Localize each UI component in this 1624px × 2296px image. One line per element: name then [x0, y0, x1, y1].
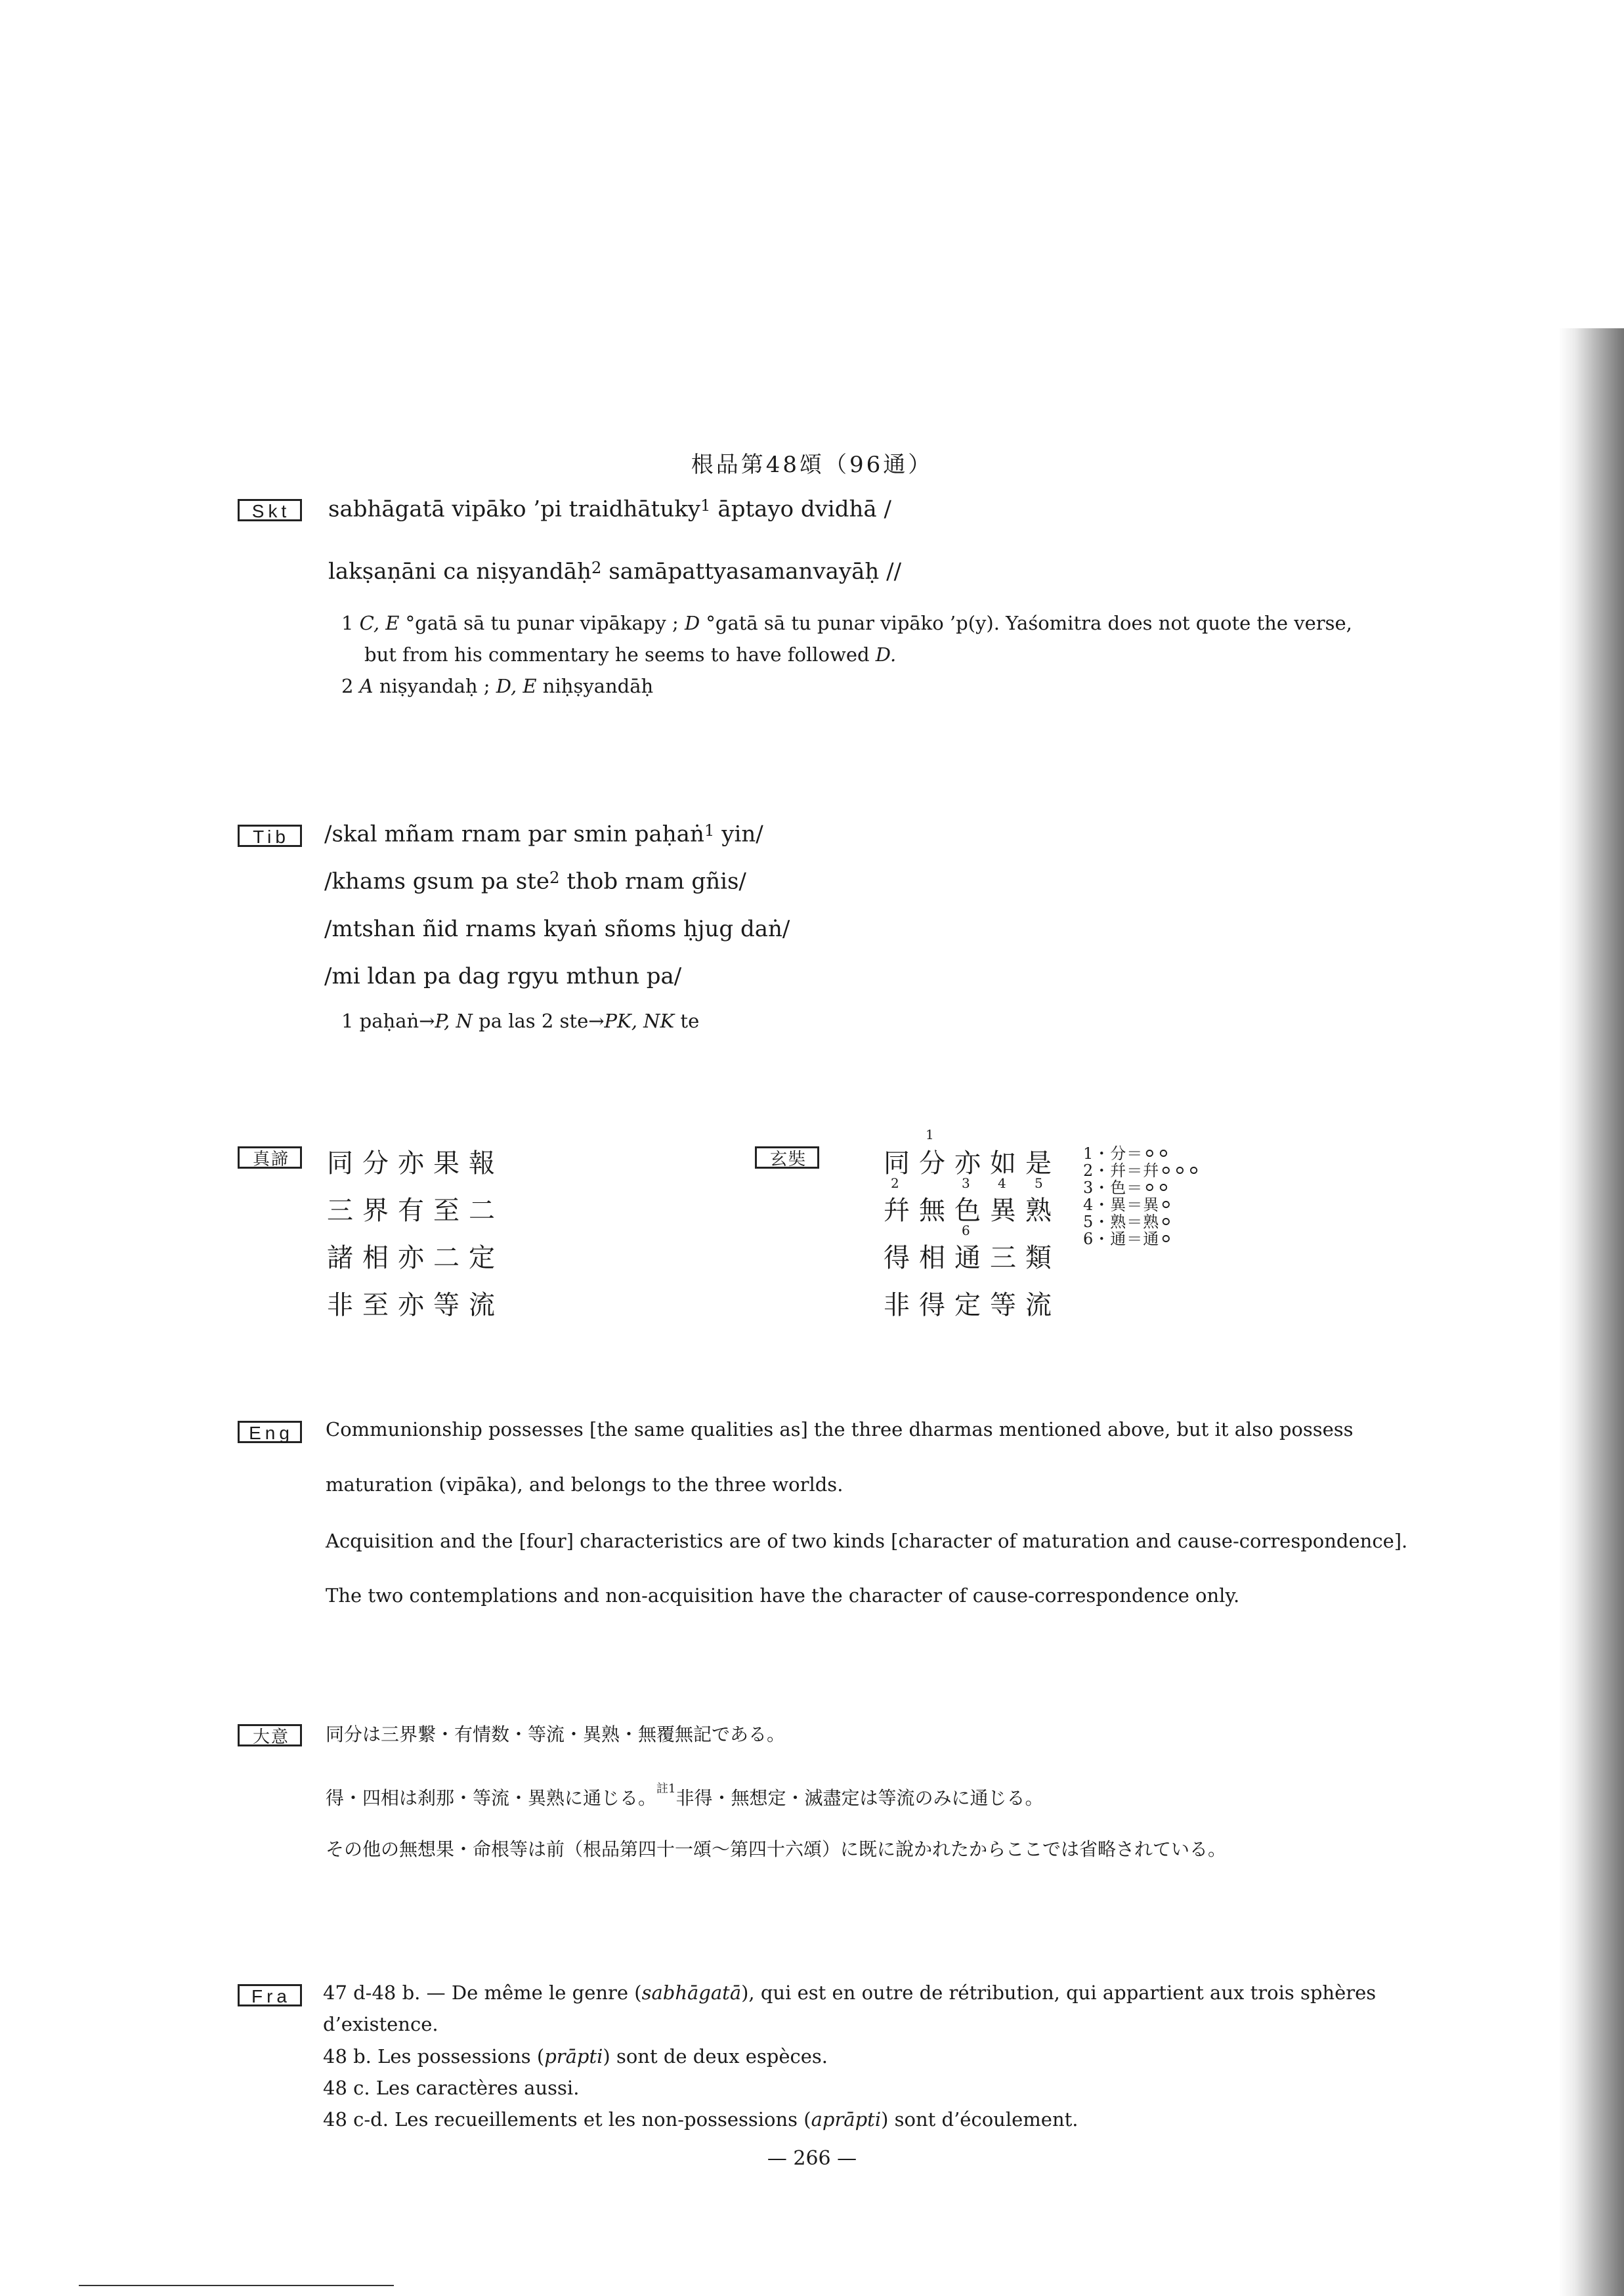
skt-tag: Skt — [238, 499, 302, 521]
variant-mark-1: 1 — [926, 1127, 934, 1142]
xuanzang-verse-line-2: 幷無色異熟 — [884, 1196, 1061, 1226]
fra-line-2: d’existence. — [323, 2013, 438, 2035]
skt-footnote-1-cont: but from his commentary he seems to have followed D. — [364, 643, 897, 666]
skt-footnote-2: 2 A niṣyandaḥ ; D, E niḥṣyandāḥ — [341, 675, 654, 697]
variant-reading-3: 3・色＝⚪︎⚪︎ — [1083, 1179, 1171, 1197]
eng-line-4: The two contemplations and non-acquisition have the character of cause-correspondence only. — [326, 1584, 1240, 1607]
tib-tag: Tib — [238, 825, 302, 847]
daii-line-2: 得・四相は刹那・等流・異熟に通じる。$^{註1}$非得・無想定・滅盡定は等流のみに通じる。 — [326, 1782, 1044, 1809]
fra-tag: Fra — [238, 1984, 302, 2006]
eng-line-1: Communionship possesses [the same qualities as] the three dharmas mentioned above, but it also possess — [326, 1418, 1354, 1440]
variant-mark-3: 3 — [962, 1175, 970, 1191]
variant-mark-4: 4 — [998, 1175, 1006, 1191]
variant-mark-6: 6 — [962, 1223, 970, 1238]
variant-readings — [1083, 1145, 1201, 1247]
tib-verse-line-3: /mtshan ñid rnams kyaṅ sñoms ḥjug daṅ/ — [324, 916, 790, 942]
skt-verse-line-1: sabhāgatā vipāko ’pi traidhātuky$^1$ āptayo dvidhā / — [328, 496, 891, 523]
eng-line-3: Acquisition and the [four] characteristics are of two kinds [character of maturation and cause-correspondence]. — [326, 1530, 1408, 1552]
variant-reading-5: 5・熟＝熟⚪︎ — [1083, 1213, 1174, 1231]
xuanzang-verse-line-3: 得相通三類 — [884, 1243, 1061, 1273]
fra-line-5: 48 c-d. Les recueillements et les non-possessions (aprāpti) sont d’écoulement. — [323, 2108, 1079, 2131]
bottom-rule — [79, 2285, 394, 2286]
skt-verse-line-2: lakṣaṇāni ca niṣyandāḥ$^2$ samāpattyasamanvayāḥ // — [328, 558, 902, 585]
daii-line-1: 同分は三界繋・有情数・等流・異熟・無覆無記である。 — [326, 1723, 786, 1745]
xuanzang-verse-line-4: 非得定等流 — [884, 1290, 1061, 1320]
fra-line-3: 48 b. Les possessions (prāpti) sont de deux espèces. — [323, 2045, 828, 2068]
page-number: — 266 — — [767, 2147, 857, 2170]
xuanzang-verse-line-1: 同分亦如是 — [884, 1148, 1061, 1179]
paramartha-verse-line-4: 非至亦等流 — [327, 1290, 504, 1320]
fra-line-4: 48 c. Les caractères aussi. — [323, 2077, 580, 2099]
tib-verse-line-2: /khams gsum pa ste$^2$ thob rnam gñis/ — [324, 868, 746, 895]
fra-line-1: 47 d-48 b. — De même le genre (sabhāgatā), qui est en outre de rétribution, qui appartient aux trois sphères — [323, 1982, 1377, 2004]
variant-reading-2: 2・幷＝幷⚪︎⚪︎⚪︎ — [1083, 1161, 1201, 1180]
variant-reading-1: 1・分＝⚪︎⚪︎ — [1083, 1144, 1171, 1163]
tib-verse-line-4: /mi ldan pa dag rgyu mthun pa/ — [324, 963, 682, 989]
paramartha-verse-line-1: 同分亦果報 — [327, 1148, 504, 1179]
tib-footnote: 1 paḥaṅ→P, N pa las 2 ste→PK, NK te — [341, 1010, 700, 1032]
page-title: 根品第48頌（96通） — [691, 452, 933, 478]
scan-shadow-edge — [1558, 328, 1624, 2296]
daii-tag: 大意 — [238, 1724, 302, 1746]
eng-line-2: maturation (vipāka), and belongs to the three worlds. — [326, 1473, 844, 1496]
eng-tag: Eng — [238, 1421, 302, 1443]
variant-mark-5: 5 — [1035, 1175, 1043, 1191]
daii-line-3: その他の無想果・命根等は前（根品第四十一頌〜第四十六頌）に既に說かれたからここでは省略されている。 — [326, 1838, 1227, 1860]
variant-mark-2: 2 — [891, 1175, 899, 1191]
variant-reading-6: 6・通＝通⚪︎ — [1083, 1230, 1174, 1248]
skt-footnote-1: 1 C, E °gatā sā tu punar vipākapy ; D °gatā sā tu punar vipāko ’p(y). Yaśomitra does not quote the verse, — [341, 612, 1352, 634]
variant-reading-4: 4・異＝異⚪︎ — [1083, 1196, 1174, 1214]
tib-verse-line-1: /skal mñam rnam par smin paḥaṅ$^1$ yin/ — [324, 821, 763, 848]
xuanzang-tag: 玄奘 — [755, 1146, 819, 1169]
paramartha-verse-line-2: 三界有至二 — [327, 1196, 504, 1226]
paramartha-tag: 真諦 — [238, 1146, 302, 1169]
paramartha-verse-line-3: 諸相亦二定 — [327, 1243, 504, 1273]
